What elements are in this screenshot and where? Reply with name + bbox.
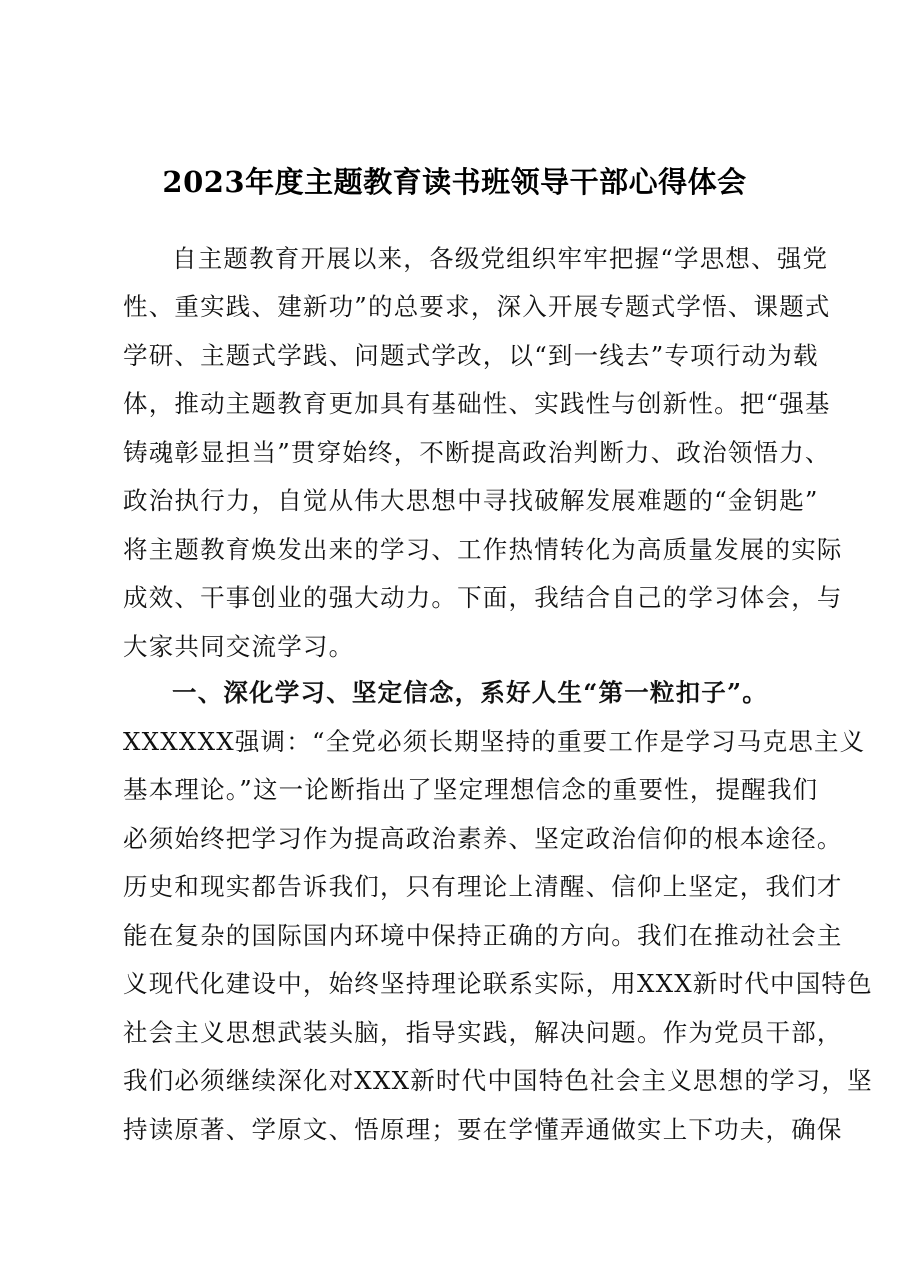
paragraph-line: 大家共同交流学习。 [123, 632, 355, 661]
paragraph-line: 性、重实践、建新功”的总要求，深入开展专题式学悟、课题式 [123, 292, 831, 321]
paragraph-line: 我们必须继续深化对XXX新时代中国特色社会主义思想的学习，坚 [123, 1066, 873, 1095]
paragraph-line: 持读原著、学原文、悟原理；要在学懂弄通做实上下功夫，确保 [123, 1115, 843, 1144]
paragraph-line: 自主题教育开展以来，各级党组织牢牢把握“学思想、强党 [172, 244, 829, 273]
paragraph-line: 社会主义思想武装头脑，指导实践，解决问题。作为党员干部， [123, 1018, 843, 1047]
paragraph-line: 体，推动主题教育更加具有基础性、实践性与创新性。把“强基 [123, 389, 831, 418]
paragraph-line: 成效、干事创业的强大动力。下面，我结合自己的学习体会，与 [123, 583, 843, 612]
paragraph-line: 基本理论。”这一论断指出了坚定理想信念的重要性，提醒我们 [123, 775, 819, 804]
paragraph-line: 义现代化建设中，始终坚持理论联系实际，用XXX新时代中国特色 [123, 969, 873, 998]
paragraph-line: 学研、主题式学践、问题式学改，以“到一线去”专项行动为载 [123, 341, 819, 370]
paragraph-line: 必须始终把学习作为提高政治素养、坚定政治信仰的根本途径。 [123, 824, 843, 853]
paragraph-line: 将主题教育焕发出来的学习、工作热情转化为高质量发展的实际 [123, 535, 843, 564]
paragraph-line: 历史和现实都告诉我们，只有理论上清醒、信仰上坚定，我们才 [123, 872, 843, 901]
section-heading: 一、深化学习、坚定信念，系好人生“第一粒扣子”。 [172, 678, 768, 707]
paragraph-line: 能在复杂的国际国内环境中保持正确的方向。我们在推动社会主 [123, 921, 843, 950]
document-title: 2023年度主题教育读书班领导干部心得体会 [162, 165, 747, 199]
paragraph-line: XXXXXX强调：“全党必须长期坚持的重要工作是学习马克思主义 [123, 727, 866, 756]
paragraph-line: 政治执行力，自觉从伟大思想中寻找破解发展难题的“金钥匙” [123, 486, 819, 515]
paragraph-line: 铸魂彰显担当”贯穿始终，不断提高政治判断力、政治领悟力、 [123, 438, 831, 467]
